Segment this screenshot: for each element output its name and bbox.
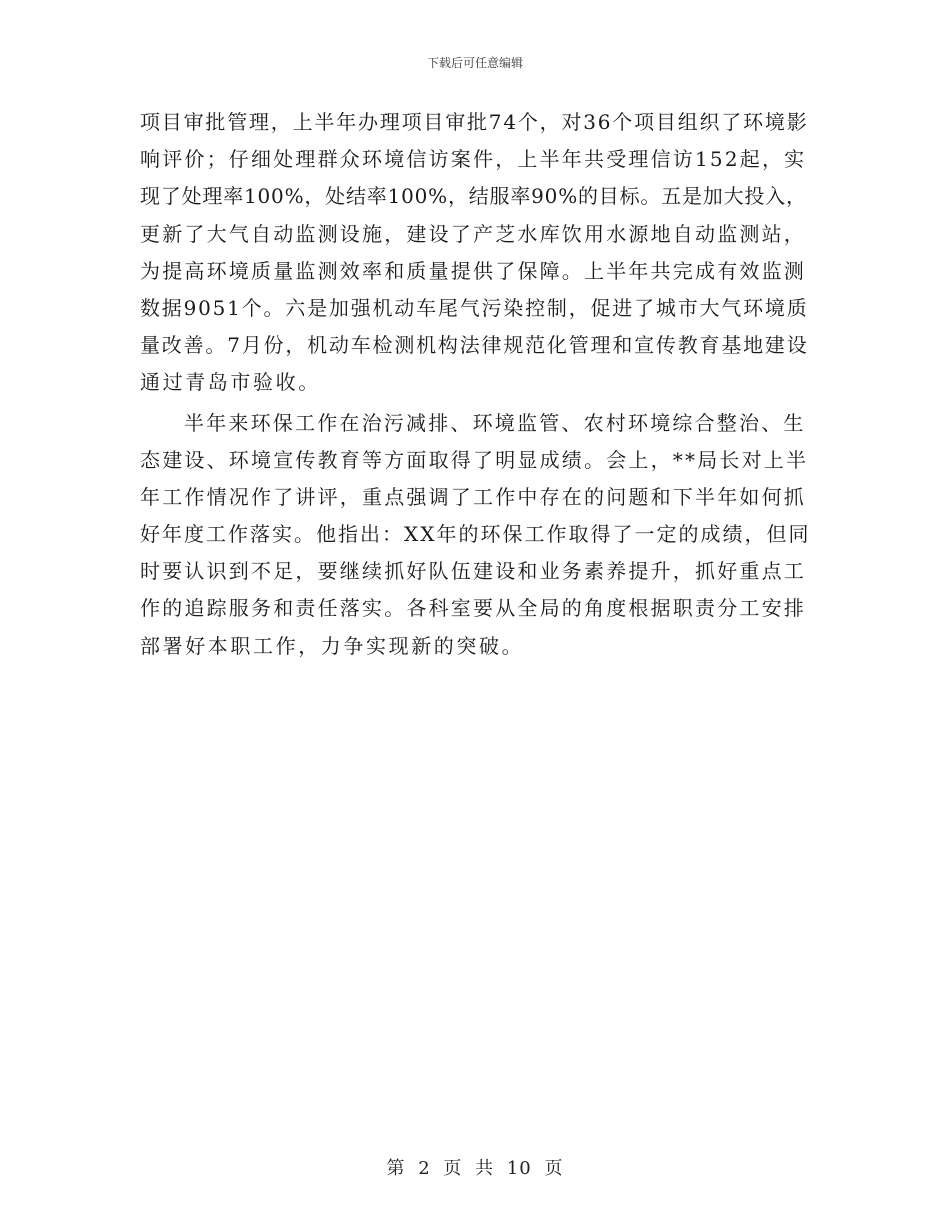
text-line: 部署好本职工作，力争实现新的突破。 xyxy=(140,633,525,658)
text-line: 通过青岛市验收。 xyxy=(140,370,321,395)
text-line: 半年来环保工作在治污减排、环境监管、农村环境综合整治、生 xyxy=(184,410,806,435)
page-header: 下载后可任意编辑 xyxy=(426,56,523,70)
text-line: 年工作情况作了讲评，重点强调了工作中存在的问题和下半年如何抓 xyxy=(140,484,806,509)
text-line: 态建设、环境宣传教育等方面取得了明显成绩。会上，**局长对上半 xyxy=(140,447,809,472)
text-line: 项目审批管理，上半年办理项目审批74个，对36个项目组织了环境影 xyxy=(140,110,809,134)
paragraph xyxy=(140,104,810,402)
text-line: 更新了大气自动监测设施，建设了产芝水库饮用水源地自动监测站， xyxy=(140,221,806,246)
document-body xyxy=(140,104,810,665)
paragraph xyxy=(140,405,810,665)
text-line: 时要认识到不足，要继续抓好队伍建设和业务素养提升，抓好重点工 xyxy=(140,559,806,584)
text-line: 好年度工作落实。他指出：XX年的环保工作取得了一定的成绩，但同 xyxy=(140,522,811,547)
text-line: 为提高环境质量监测效率和质量提供了保障。上半年共完成有效监测 xyxy=(140,258,806,283)
text-line: 作的追踪服务和责任落实。各科室要从全局的角度根据职责分工安排 xyxy=(140,596,806,621)
text-line: 数据9051个。六是加强机动车尾气污染控制，促进了城市大气环境质 xyxy=(140,295,809,320)
text-line: 响评价；仔细处理群众环境信访案件，上半年共受理信访152起，实 xyxy=(140,147,807,172)
text-line: 现了处理率100%，处结率100%，结服率90%的目标。五是加大投入， xyxy=(140,184,807,209)
text-line: 量改善。7月份，机动车检测机构法律规范化管理和宣传教育基地建设 xyxy=(140,333,809,358)
page-number: 第 2 页 共 10 页 xyxy=(386,1158,564,1179)
